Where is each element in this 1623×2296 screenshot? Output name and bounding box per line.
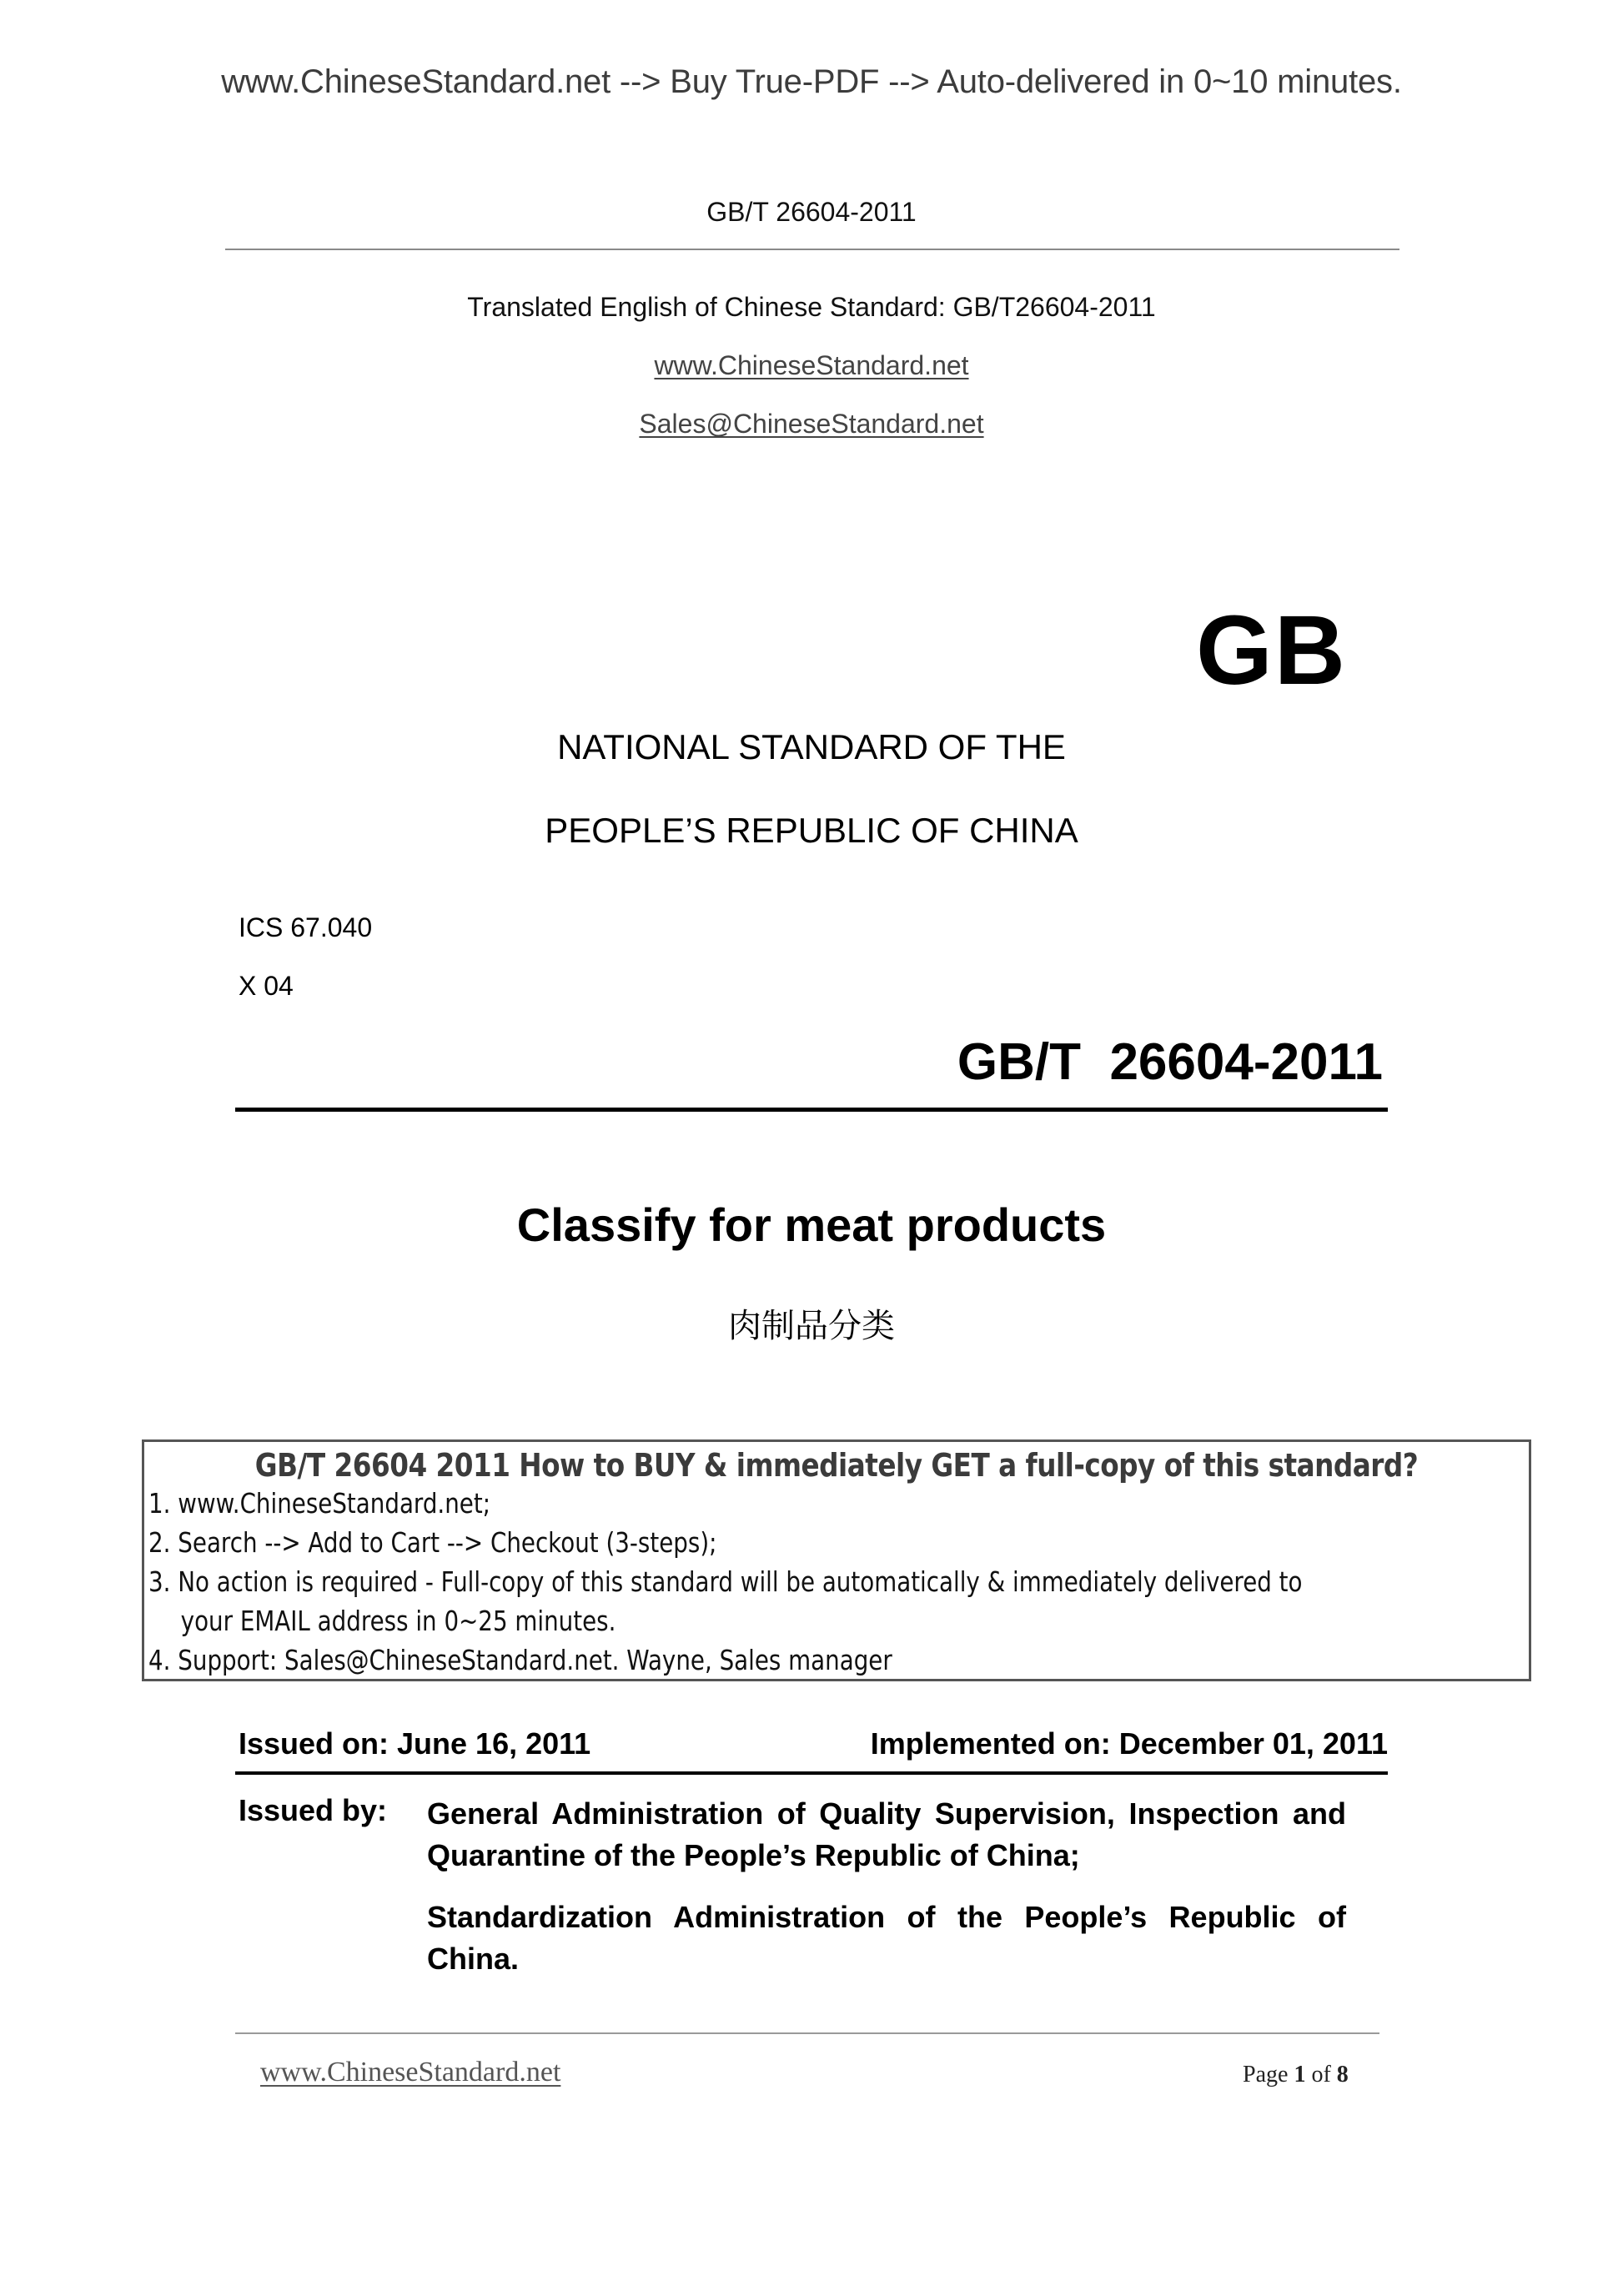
purchase-step-3: 3. No action is required - Full-copy of this standard will be automatically & immediately delivered to — [148, 1565, 1303, 1598]
page-total: 8 — [1336, 2062, 1349, 2088]
purchase-step-1: 1. www.ChineseStandard.net; — [148, 1487, 491, 1520]
issued-on-date: Issued on: June 16, 2011 — [239, 1726, 591, 1761]
purchase-step-4: 4. Support: Sales@ChineseStandard.net. Wayne, Sales manager — [148, 1644, 892, 1676]
national-standard-line-1 — [0, 727, 1623, 767]
issuer-aqsiq: General Administration of Quality Supervision, Inspection and Quarantine of the People’s Republic of China; — [427, 1796, 1346, 1872]
issuer-sac: Standardization Administration of the People’s Republic of China. — [427, 1900, 1346, 1976]
top-banner: www.ChineseStandard.net --> Buy True-PDF --> Auto-delivered in 0~10 minutes. — [221, 63, 1402, 100]
national-line-2-text: PEOPLE’S REPUBLIC OF CHINA — [545, 811, 1078, 850]
dates-row — [239, 1726, 1388, 1761]
gb-mark: GB — [1196, 595, 1347, 706]
standard-number: GB/T 26604-2011 — [957, 1033, 1383, 1091]
page-number — [1243, 2062, 1349, 2088]
standard-number-rule — [235, 1108, 1388, 1112]
national-line-1-text: NATIONAL STANDARD OF THE — [557, 727, 1066, 766]
page-of: of — [1305, 2062, 1337, 2088]
header-divider — [225, 249, 1399, 250]
purchase-step-3-continued: your EMAIL address in 0~25 minutes. — [180, 1605, 616, 1637]
purchase-info-title: GB/T 26604 2011 How to BUY & immediately GET a full-copy of this standard? — [254, 1447, 1419, 1484]
page-current: 1 — [1294, 2062, 1306, 2088]
document-title-chinese: 肉制品分类 — [728, 1307, 895, 1345]
implemented-on-date: Implemented on: December 01, 2011 — [870, 1726, 1388, 1761]
footer-website-link[interactable]: www.ChineseStandard.net — [260, 2057, 561, 2088]
national-standard-line-2 — [0, 811, 1623, 851]
email-link-row — [0, 409, 1623, 440]
website-link-row — [0, 350, 1623, 381]
ics-code: ICS 67.040 — [239, 912, 373, 942]
page-prefix: Page — [1243, 2062, 1294, 2088]
purchase-info-box — [142, 1439, 1531, 1681]
footer-divider — [235, 2032, 1379, 2034]
email-link[interactable]: Sales@ChineseStandard.net — [639, 409, 984, 439]
issued-by-label: Issued by: — [239, 1793, 388, 1827]
document-title-english: Classify for meat products — [516, 1198, 1107, 1251]
translated-line: Translated English of Chinese Standard: GB/T26604-2011 — [467, 292, 1156, 322]
dates-divider — [235, 1771, 1388, 1775]
purchase-step-2: 2. Search --> Add to Cart --> Checkout (3-steps); — [148, 1526, 717, 1559]
classification-code: X 04 — [239, 971, 294, 1001]
website-link[interactable]: www.ChineseStandard.net — [654, 350, 969, 380]
header-standard-code: GB/T 26604-2011 — [706, 197, 917, 227]
